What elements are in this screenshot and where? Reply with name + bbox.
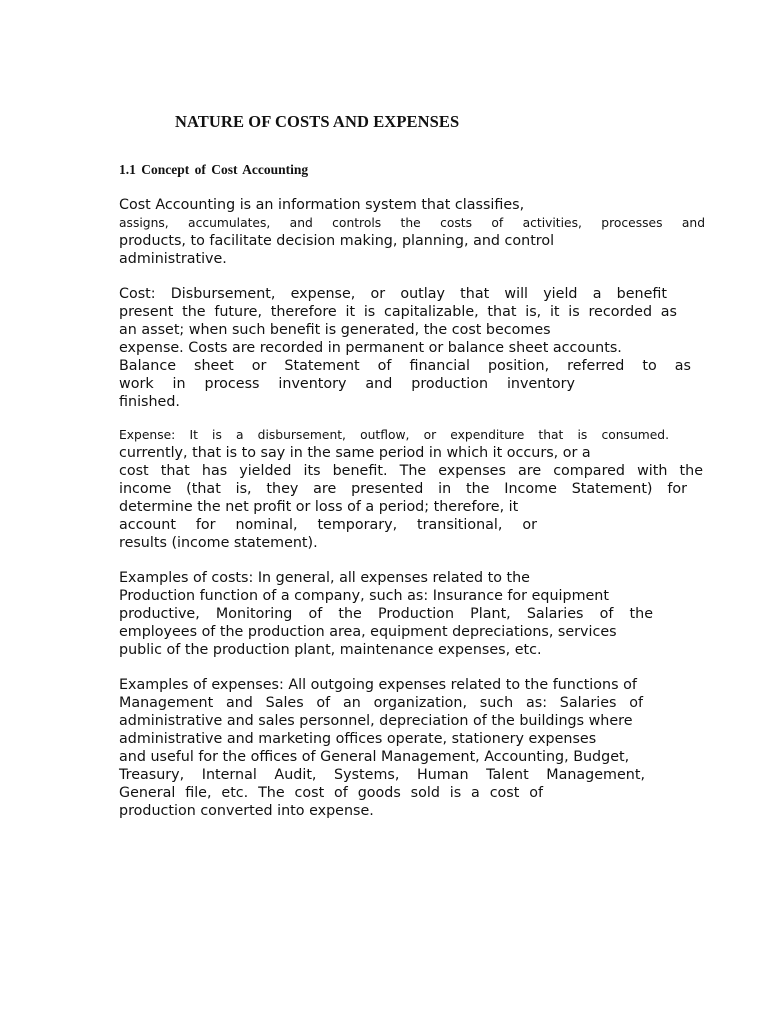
- paragraph-line: Treasury, Internal Audit, Systems, Human Talent Management,: [119, 767, 645, 783]
- paragraph-line: General file, etc. The cost of goods sold is a cost of: [119, 785, 543, 801]
- section-heading: 1.1 Concept of Cost Accounting: [119, 162, 309, 177]
- paragraph-line: Cost: Disbursement, expense, or outlay that will yield a benefit: [119, 286, 667, 302]
- paragraph-line: and useful for the offices of General Management, Accounting, Budget,: [119, 749, 630, 765]
- paragraph-definition: [119, 196, 705, 268]
- paragraph-line: Management and Sales of an organization, such as: Salaries of: [119, 695, 643, 711]
- paragraph-line: determine the net profit or loss of a period; therefore, it: [119, 499, 519, 515]
- paragraph-line: public of the production plant, maintenance expenses, etc.: [119, 642, 542, 658]
- paragraph-line: present the future, therefore it is capitalizable, that is, it is recorded as: [119, 304, 677, 320]
- paragraph-line: finished.: [119, 394, 180, 410]
- paragraph-expense: [119, 426, 705, 552]
- paragraph-line: Expense: It is a disbursement, outflow, or expenditure that is consumed.: [119, 428, 669, 442]
- paragraph-line: Examples of costs: In general, all expenses related to the: [119, 570, 530, 586]
- paragraph-line: cost that has yielded its benefit. The expenses are compared with the: [119, 463, 703, 479]
- paragraph-line: production converted into expense.: [119, 803, 374, 819]
- paragraph-line: employees of the production area, equipment depreciations, services: [119, 624, 617, 640]
- paragraph-line: Production function of a company, such as: Insurance for equipment: [119, 588, 609, 604]
- document-title: NATURE OF COSTS AND EXPENSES: [175, 112, 460, 131]
- paragraph-examples-costs: [119, 569, 705, 659]
- paragraph-line: Cost Accounting is an information system that classifies,: [119, 197, 525, 213]
- paragraph-line: products, to facilitate decision making, planning, and control: [119, 233, 555, 249]
- paragraph-line: income (that is, they are presented in the Income Statement) for: [119, 481, 687, 497]
- paragraph-line: account for nominal, temporary, transitional, or: [119, 517, 537, 533]
- paragraph-line: currently, that is to say in the same period in which it occurs, or a: [119, 445, 591, 461]
- paragraph-line: Balance sheet or Statement of financial position, referred to as: [119, 358, 691, 374]
- paragraph-line: results (income statement).: [119, 535, 318, 551]
- paragraph-line: administrative and marketing offices operate, stationery expenses: [119, 731, 597, 747]
- paragraph-line: administrative.: [119, 251, 227, 267]
- paragraph-line: productive, Monitoring of the Production Plant, Salaries of the: [119, 606, 653, 622]
- paragraph-examples-expenses: [119, 676, 705, 820]
- paragraph-line: expense. Costs are recorded in permanent or balance sheet accounts.: [119, 340, 622, 356]
- paragraph-line: assigns, accumulates, and controls the costs of activities, processes and: [119, 216, 705, 230]
- paragraph-line: work in process inventory and production inventory: [119, 376, 575, 392]
- paragraph-line: administrative and sales personnel, depreciation of the buildings where: [119, 713, 633, 729]
- paragraph-line: an asset; when such benefit is generated, the cost becomes: [119, 322, 551, 338]
- paragraph-cost: [119, 285, 705, 411]
- paragraph-line: Examples of expenses: All outgoing expenses related to the functions of: [119, 677, 637, 693]
